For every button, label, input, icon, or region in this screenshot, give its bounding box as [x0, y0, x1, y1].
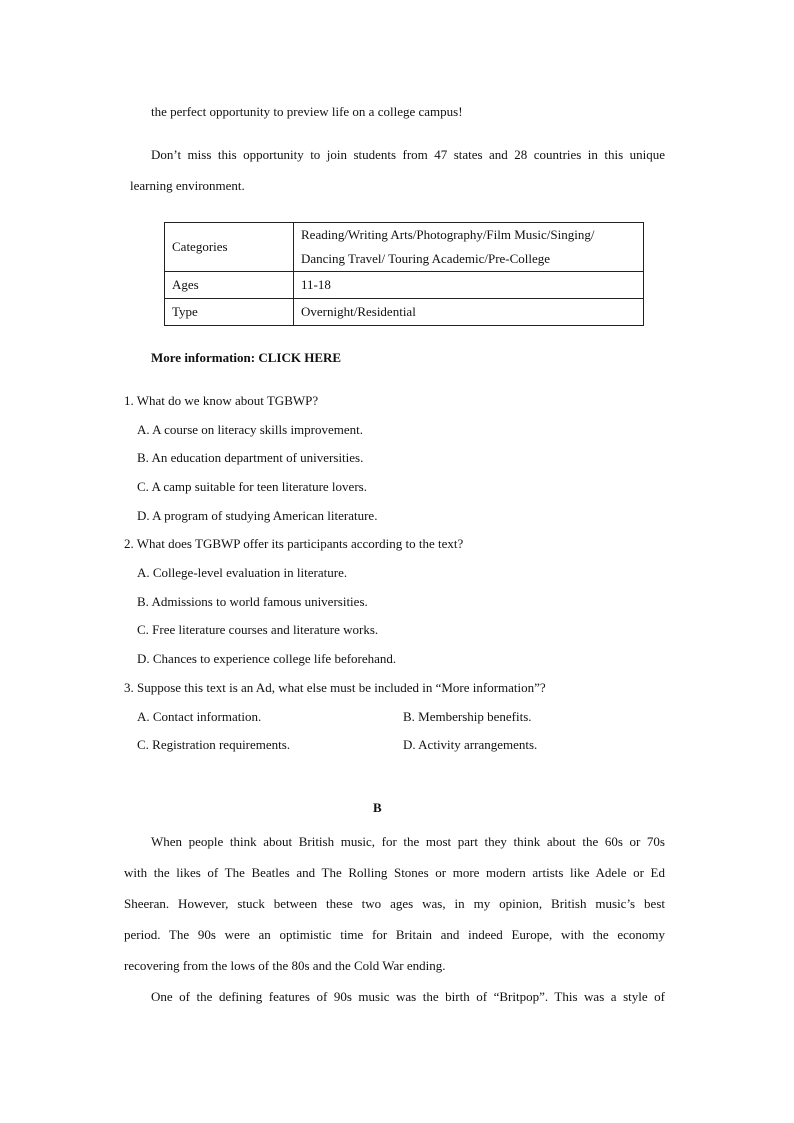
passage-b-line: with the likes of The Beatles and The Rolling Stones or more modern artists like Adele or Ed — [124, 865, 665, 880]
passage-a-paragraph-line: learning environment. — [130, 178, 245, 193]
table-label-type: Type — [165, 299, 294, 326]
question-option[interactable]: D. A program of studying American literature. — [137, 508, 378, 523]
question-option[interactable]: D. Chances to experience college life beforehand. — [137, 651, 397, 666]
question-option[interactable]: C. A camp suitable for teen literature lovers. — [137, 479, 367, 494]
passage-b-line: When people think about British music, for the most part they think about the 60s or 70s — [151, 834, 665, 849]
question-stem: 1. What do we know about TGBWP? — [124, 393, 319, 408]
question-option[interactable]: A. A course on literacy skills improvement. — [137, 422, 364, 437]
question-option[interactable]: B. An education department of universities. — [137, 450, 364, 465]
table-value-ages: 11-18 — [294, 272, 644, 299]
more-information-link[interactable]: More information: CLICK HERE — [151, 350, 342, 365]
passage-b-line: period. The 90s were an optimistic time for Britain and indeed Europe, with the economy — [124, 927, 665, 942]
passage-a-paragraph-line: Don’t miss this opportunity to join students from 47 states and 28 countries in this unique — [151, 147, 665, 162]
section-heading: B — [373, 800, 382, 815]
table-label-ages: Ages — [165, 272, 294, 299]
info-table — [164, 222, 644, 326]
question-option[interactable]: A. Contact information. — [137, 709, 262, 724]
table-row — [165, 299, 644, 326]
question-option[interactable]: D. Activity arrangements. — [403, 737, 538, 752]
table-row — [165, 223, 644, 272]
question-option[interactable]: B. Admissions to world famous universities. — [137, 594, 368, 609]
table-label-categories: Categories — [165, 223, 294, 272]
categories-line: Reading/Writing Arts/Photography/Film Music/Singing/ — [301, 227, 595, 242]
table-row — [165, 272, 644, 299]
question-stem: 2. What does TGBWP offer its participants according to the text? — [124, 536, 464, 551]
categories-line: Dancing Travel/ Touring Academic/Pre-College — [301, 251, 551, 266]
passage-a-line: the perfect opportunity to preview life on a college campus! — [151, 104, 463, 119]
passage-b-line: Sheeran. However, stuck between these two ages was, in my opinion, British music’s best — [124, 896, 665, 911]
question-option[interactable]: B. Membership benefits. — [403, 709, 532, 724]
question-stem: 3. Suppose this text is an Ad, what else must be included in “More information”? — [124, 680, 546, 695]
passage-b-line: recovering from the lows of the 80s and the Cold War ending. — [124, 958, 446, 973]
question-option[interactable]: A. College-level evaluation in literature. — [137, 565, 348, 580]
question-option[interactable]: C. Free literature courses and literature works. — [137, 622, 379, 637]
table-value-type: Overnight/Residential — [294, 299, 644, 326]
passage-b-line: One of the defining features of 90s music was the birth of “Britpop”. This was a style of — [151, 989, 665, 1004]
question-option[interactable]: C. Registration requirements. — [137, 737, 291, 752]
table-value-categories — [294, 223, 644, 272]
